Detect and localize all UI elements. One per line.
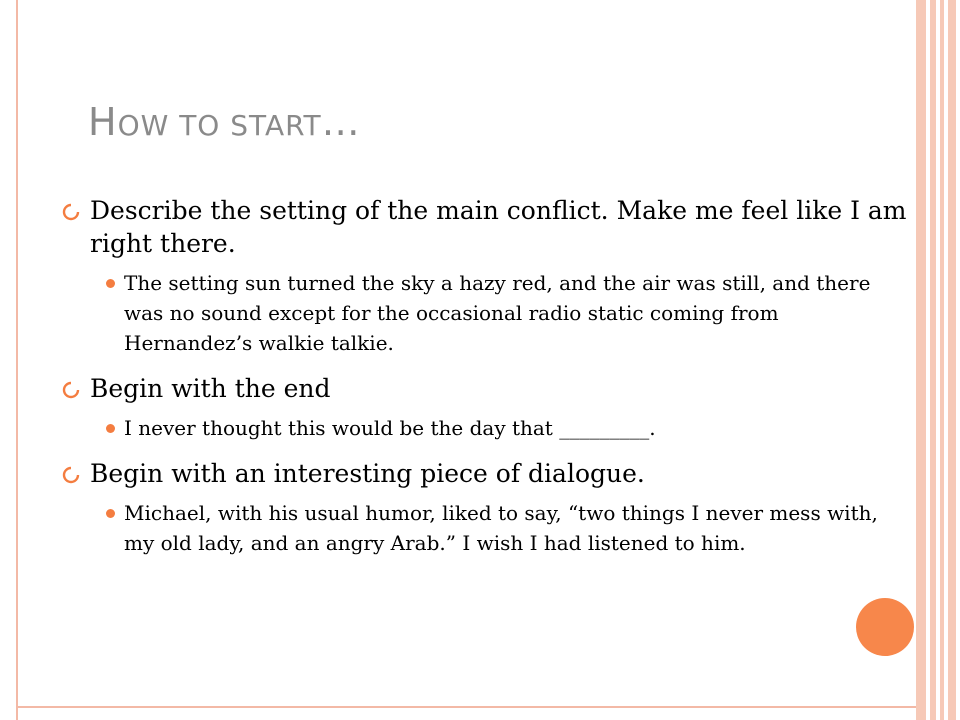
sub-bullet-text: The setting sun turned the sky a hazy red, and the air was still, and there was no sound except for the occasional radio static coming from Hernandez’s walkie talkie.	[124, 271, 871, 355]
bullet-item	[62, 457, 912, 490]
ring-bullet-icon	[62, 203, 80, 221]
decorative-stripes	[914, 0, 960, 720]
dot-bullet-icon	[106, 424, 115, 433]
sub-bullet-text: Michael, with his usual humor, liked to say, “two things I never mess with, my old lady, and an angry Arab.” I wish I had listened to him.	[124, 501, 878, 555]
sub-bullet-item	[62, 268, 912, 358]
slide-frame-left-border	[0, 0, 18, 720]
decorative-orange-circle	[856, 598, 914, 656]
ring-bullet-icon	[62, 381, 80, 399]
bullet-item	[62, 194, 912, 260]
ring-bullet-icon	[62, 466, 80, 484]
dot-bullet-icon	[106, 509, 115, 518]
slide-frame-bottom-border	[0, 706, 920, 720]
sub-bullet-text: I never thought this would be the day that _________.	[124, 416, 656, 440]
bullet-text: Describe the setting of the main conflict. Make me feel like I am right there.	[90, 196, 907, 258]
bullet-text: Begin with the end	[90, 374, 331, 403]
dot-bullet-icon	[106, 279, 115, 288]
bullet-text: Begin with an interesting piece of dialogue.	[90, 459, 645, 488]
slide-title: HOW TO START…	[88, 100, 361, 144]
bullet-list	[62, 194, 912, 558]
sub-bullet-item	[62, 498, 912, 558]
sub-bullet-item	[62, 413, 912, 443]
bullet-item	[62, 372, 912, 405]
